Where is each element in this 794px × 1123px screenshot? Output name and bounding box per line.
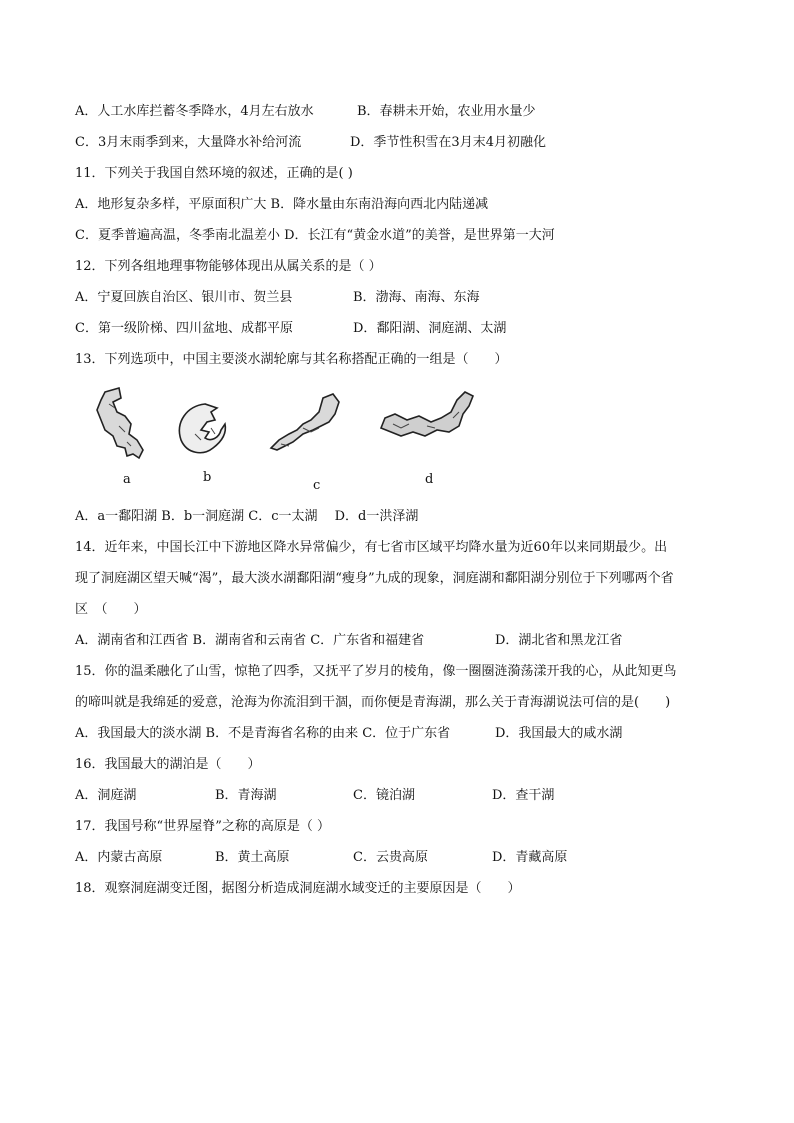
q18-stem: 18．观察洞庭湖变迁图，据图分析造成洞庭湖水域变迁的主要原因是（ ） bbox=[75, 881, 521, 896]
q12-option-a: A．宁夏回族自治区、银川市、贺兰县 bbox=[75, 290, 293, 305]
q12-option-b: B．渤海、南海、东海 bbox=[353, 290, 480, 305]
q10-option-b: B．春耕未开始，农业用水量少 bbox=[357, 104, 536, 119]
lake-outlines-figure bbox=[75, 384, 495, 494]
lake-outline-c bbox=[271, 394, 339, 450]
q13-options: A．a一鄱阳湖 B．b一洞庭湖 C．c一太湖 D．d一洪泽湖 bbox=[75, 509, 419, 524]
q15-options bbox=[75, 726, 623, 742]
q16-options bbox=[75, 788, 555, 804]
q14-options bbox=[75, 633, 623, 649]
q15-stem-line1: 15．你的温柔融化了山雪，惊艳了四季，又抚平了岁月的棱角，像一圈圈涟漪荡漾开我的心，从此知更鸟 bbox=[75, 664, 677, 679]
q14-option-d: D．湖北省和黑龙江省 bbox=[495, 633, 623, 648]
q12-option-d: D．鄱阳湖、洞庭湖、太湖 bbox=[353, 321, 507, 336]
q11-options-ab: A．地形复杂多样，平原面积广大 B．降水量由东南沿海向西北内陆递减 bbox=[75, 197, 489, 212]
q14-options-abc: A．湖南省和江西省 B．湖南省和云南省 C．广东省和福建省 bbox=[75, 633, 425, 648]
q12-stem: 12．下列各组地理事物能够体现出从属关系的是（ ） bbox=[75, 259, 382, 274]
q14-stem-line2: 现了洞庭湖区望天喊“渴”，最大淡水湖鄱阳湖“瘦身”九成的现象，洞庭湖和鄱阳湖分别位于下列哪两个省 bbox=[75, 571, 674, 586]
figure-label-a: a bbox=[123, 472, 131, 487]
lake-outline-d bbox=[381, 392, 473, 436]
q17-options bbox=[75, 850, 568, 866]
q14-stem-line1: 14．近年来，中国长江中下游地区降水异常偏少，有七省市区域平均降水量为近60年以来同期最少。出 bbox=[75, 540, 668, 555]
q10-option-d: D．季节性积雪在3月末4月初融化 bbox=[350, 135, 546, 150]
q11-options-cd: C．夏季普遍高温，冬季南北温差小 D．长江有“黄金水道”的美誉，是世界第一大河 bbox=[75, 228, 555, 243]
q15-stem-line2: 的啼叫就是我绵延的爱意，沧海为你流泪到干涸，而你便是青海湖，那么关于青海湖说法可信的是( ) bbox=[75, 695, 671, 710]
q16-option-c: C．镜泊湖 bbox=[353, 788, 415, 803]
q13-stem: 13．下列选项中，中国主要淡水湖轮廓与其名称搭配正确的一组是（ ） bbox=[75, 352, 508, 367]
q15-option-d: D．我国最大的咸水湖 bbox=[495, 726, 623, 741]
q15-options-abc: A．我国最大的淡水湖 B．不是青海省名称的由来 C．位于广东省 bbox=[75, 726, 451, 741]
q14-stem-line3: 区 （ ） bbox=[75, 602, 147, 617]
q17-option-a: A．内蒙古高原 bbox=[75, 850, 163, 865]
q10-options-row2 bbox=[75, 135, 546, 151]
figure-label-b: b bbox=[203, 470, 212, 485]
q10-options-row1 bbox=[75, 104, 536, 120]
q10-option-c: C．3月末雨季到来，大量降水补给河流 bbox=[75, 135, 302, 150]
q17-option-b: B．黄土高原 bbox=[215, 850, 290, 865]
q11-stem: 11．下列关于我国自然环境的叙述，正确的是( ) bbox=[75, 166, 353, 181]
q10-option-a: A．人工水库拦蓄冬季降水，4月左右放水 bbox=[75, 104, 314, 119]
figure-label-c: c bbox=[313, 478, 321, 493]
q12-option-c: C．第一级阶梯、四川盆地、成都平原 bbox=[75, 321, 293, 336]
q17-option-d: D．青藏高原 bbox=[492, 850, 568, 865]
q16-stem: 16．我国最大的湖泊是（ ） bbox=[75, 757, 261, 772]
lake-outline-b bbox=[179, 404, 225, 453]
q17-stem: 17．我国号称“世界屋脊”之称的高原是（ ） bbox=[75, 819, 330, 834]
q16-option-a: A．洞庭湖 bbox=[75, 788, 137, 803]
q12-options-row2 bbox=[75, 321, 507, 337]
q12-options-row1 bbox=[75, 290, 480, 306]
q16-option-d: D．查干湖 bbox=[492, 788, 555, 803]
figure-label-d: d bbox=[425, 472, 434, 487]
lake-outline-a bbox=[97, 388, 143, 458]
q16-option-b: B．青海湖 bbox=[215, 788, 277, 803]
q17-option-c: C．云贵高原 bbox=[353, 850, 428, 865]
